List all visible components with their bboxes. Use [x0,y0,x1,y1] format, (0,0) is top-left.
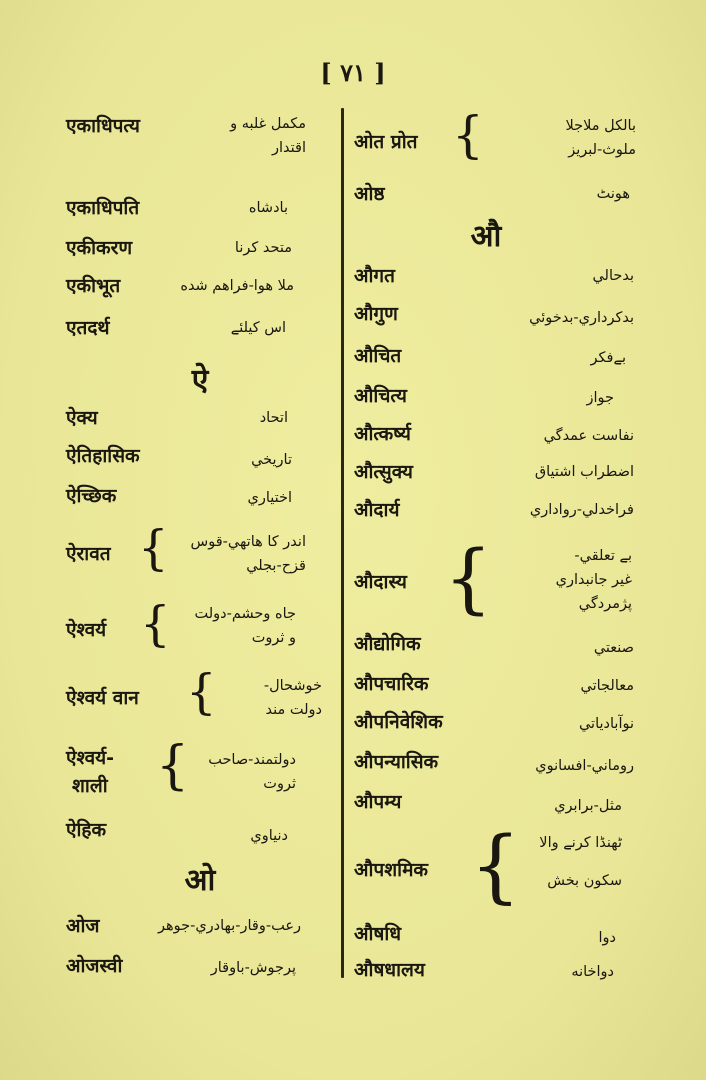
headword: एतदर्थ [66,317,110,339]
headword: औपम्य [354,791,402,813]
headword: औपनिवेशिक [354,711,443,733]
gloss: دولتمند-صاحب ثروت [208,752,296,792]
headword: ओत प्रोत [354,131,418,153]
headword: औचित [354,345,402,367]
brace: { [444,533,493,622]
gloss: بے تعلقي- غیر جانبداري پژمردگي [555,548,632,612]
gloss: پرجوش-باوقار [210,960,296,976]
headword: औषधि [354,923,402,945]
headword: औत्सुक्य [354,461,413,483]
headword: औगत [354,265,395,287]
gloss: جاه وحشم-دولت و ثروت [194,606,296,646]
headword: ओज [66,915,100,937]
headword: ऐहिक [66,819,107,841]
brace: { [156,736,190,796]
headword: एकीकरण [66,237,133,259]
headword: ऐरावत [66,543,111,565]
gloss: بالکل ملاجلا ملوث-لبریز [565,118,636,158]
brace: { [186,664,217,720]
headword: एकीभूत [66,275,121,297]
gloss: صنعتي [593,640,634,656]
headword: औत्कर्ष्य [354,423,411,445]
gloss: دواخانه [571,964,614,980]
section-letter: ओ [184,863,216,898]
headword: औषधालय [354,959,425,981]
gloss: تاریخي [251,452,292,468]
brace: { [452,106,484,164]
gloss: مثل-برابري [554,798,622,814]
gloss: اندر کا هاتھي-قوس قزح-بجلي [190,534,306,574]
headword: ऐक्य [66,407,98,429]
headword: एकाधिपत्य [66,115,140,137]
gloss: جواز [586,390,614,406]
gloss: اس کیلئے [230,320,286,336]
headword: ऐच्छिक [66,485,117,507]
headword: ऐतिहासिक [66,445,140,467]
headword: ओष्ठ [354,183,385,205]
headword: ओजस्वी [66,955,123,977]
gloss: ملا هوا-فراهم شده [180,278,294,294]
gloss: نفاست عمدگي [543,428,634,444]
headword: ऐश्वर्य- [66,747,115,769]
gloss: نوآبادیاتي [578,716,634,732]
gloss: بےفکر [590,350,626,366]
gloss: مکمل غلبه و اقتدار [230,116,306,156]
gloss: ٹھنڈا کرنے والا سکون بخش [539,835,622,889]
gloss: دنیاوي [250,828,288,844]
gloss: بدحالي [592,268,634,284]
headword: औपशमिक [354,859,429,881]
section-letter: ऐ [191,363,209,398]
headword: औपन्यासिक [354,751,439,773]
headword-continuation: शाली [72,775,108,797]
headword: औदार्य [354,499,400,521]
gloss: بادشاه [248,200,288,216]
headword: औचित्य [354,385,407,407]
headword: ऐश्वर्य [66,619,107,641]
gloss: خوشحال- دولت مند [263,678,322,718]
headword: एकाधिपति [66,197,140,219]
column-divider [341,108,344,978]
headword: औदास्य [354,571,407,593]
gloss: هونٹ [596,186,630,202]
brace: { [140,596,171,652]
gloss: اضطراب اشتیاق [534,464,634,480]
gloss: اختیاري [247,490,292,506]
headword: औद्योगिक [354,633,421,655]
gloss: معالجاتي [580,678,634,694]
gloss: بدکرداري-بدخوئي [529,310,634,326]
gloss: فراخدلي-رواداري [529,502,634,518]
gloss: روماني-افسانوي [535,758,634,774]
headword: औपचारिक [354,673,429,695]
gloss: دوا [598,930,616,946]
page-number: [ ٧١ ] [320,58,386,87]
brace: { [470,819,521,912]
gloss: رعب-وقار-بهادري-جوهر [158,918,301,934]
brace: { [138,520,169,576]
headword: ऐश्वर्य वान [66,687,139,709]
gloss: متحد کرنا [234,240,292,256]
section-letter: औ [470,219,502,254]
gloss: اتحاد [259,410,288,426]
headword: औगुण [354,303,398,325]
